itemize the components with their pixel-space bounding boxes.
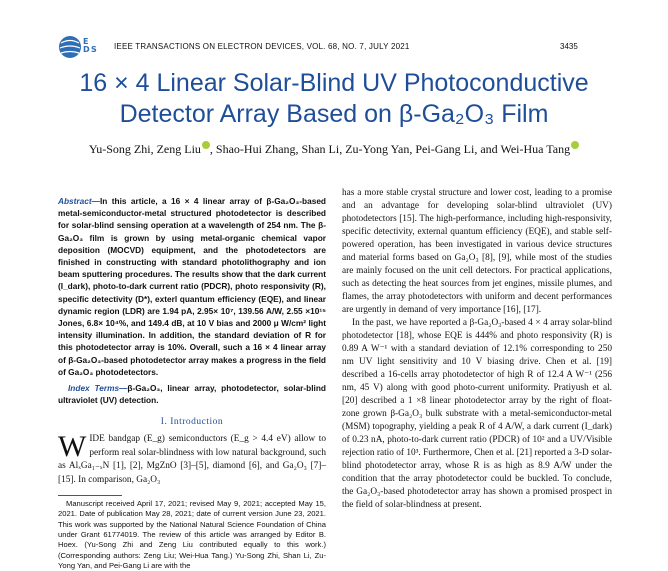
- svg-text:E: E: [83, 37, 89, 46]
- orcid-icon[interactable]: [571, 141, 579, 149]
- index-terms: [58, 382, 326, 406]
- index-terms-text: β-Ga₂O₃, linear array, photodetector, solar-blind ultraviolet (UV) detection.: [58, 383, 326, 406]
- section-heading: I. Introduction: [160, 417, 224, 428]
- footnote: Manuscript received April 17, 2021; revised May 9, 2021; accepted May 15, 2021. Date of publication May 28, 2021; date of current version June 23, 2021. This work was supported by the National Natural Science Foundation of China under Grant 61774019. The review of this article was arranged by Editor B. Hoex. (Yu-Song Zhi and Zeng Liu contributed equally to this work.) (Corresponding authors: Zeng Liu; Wei-Hua Tang.) Yu-Song Zhi, Shan Li, Zu-Yong Yan, and Pei-Gang Li are with the: [58, 499, 326, 570]
- page-header: [50, 34, 580, 62]
- footnote-rule: [58, 495, 122, 496]
- right-paragraph-2: In the past, we have reported a β-Ga₂O₃-based 4 × 4 array solar-blind photodetector [18], whose EQE is 444% and photo responsivity (R) is 0.89 A W⁻¹ with a standard deviation of 12.1% corresponding to 250 nm UV light sensitivity and 10 V biasing drive. Chen et al. [19] described a 16-cells array photodetector of high R of 12.4 A W⁻¹ (256 nm, 45 V) along with good photo-current uniformity. Pratiyush et al. [20] described a 1 ×8 linear photodetector array by the right of float-zone grown β-Ga₂O₃ bulk substrate with a metal-semiconductor-metal (MSM) topography, yielding a peak R of 4 A/W, a dark current (I_dark) of 0.23 nA, photo-to-dark current ratio (PDCR) of 10² and a UV/Visible rejection ratio of 10³. Furthermore, Chen et al. [21] reported a 3-D solar-blind photodetector array, whose R is as high as 8.9 A/W under the condition that the array photodetector could be buckled. To conclude, the Ga₂O₃-based photodetector array has shown a promised prospect in the field of solar-blindness at present.: [342, 318, 612, 510]
- authors-part-2: , Shao-Hui Zhang, Shan Li, Zu-Yong Yan, Pei-Gang Li, and Wei-Hua Tang: [209, 142, 571, 156]
- author-list: [0, 141, 668, 157]
- abstract-text: In this article, a 16 × 4 linear array of β-Ga₂O₃-based metal-semiconductor-metal structured photodetector is described for solar-blind sensing operation at a wavelength of 254 nm. The β-Ga₂O₃ film is grown by using metal-organic chemical vapor deposition (MOCVD) equipment, and the photodetectors are finished in constructing with standard photolithography and ion beam sputtering procedures. The results show that the dark current (I_dark), photo-to-dark current ratio (PDCR), photo responsivity (R), specific detectivity (D*), exterl quantum efficiency (EQE), and linear dynamic region (LDR) are 1.94 pA, 2.95× 10⁷, 139.56 A/W, 2.55 ×10¹⁵ Jones, 6.8× 10⁴%, and 149.4 dB, at 10 V bias and 2000 μ W/cm² light intensity illumination. In addition, the standard deviation of R for this photodetector array is 10%. Overall, such a 16 × 4 linear array of β-Ga₂O₃-based photodetector array makes a progress in the field of Ga₂O₃ photodetectors.: [58, 196, 326, 377]
- abstract-label: Abstract—: [58, 196, 100, 206]
- introduction-paragraph: [58, 430, 326, 487]
- svg-text:D: D: [83, 45, 90, 54]
- drop-cap: W: [58, 430, 87, 464]
- right-column: [342, 187, 612, 512]
- ieee-eds-globe-logo-icon: [50, 34, 102, 60]
- orcid-icon[interactable]: [202, 141, 210, 149]
- authors-part-1: Yu-Song Zhi, Zeng Liu: [88, 142, 201, 156]
- abstract: [58, 195, 326, 378]
- index-terms-label: Index Terms—: [68, 383, 128, 394]
- left-column: [58, 195, 326, 571]
- right-paragraph-1: has a more stable crystal structure and lower cost, leading to a promise and an advantage for developing solar-blind ultraviolet (UV) photodetectors [15]. The high-performance, including high-responsivity, specific detectivity, external quantum efficiency (EQE), and stable self-powered operation, has been investigated in various device structures and material forms based on Ga₂O₃ [8], [9], while most of the studies are mainly focused on the unit cell detectors. For practical applications, such as detecting the heat sources from jet engines, missile plumes, and flames, the array photodetectors with uniform and decent performances are urgently in demand of very importance [16], [17].: [342, 188, 612, 315]
- introduction-text: IDE bandgap (E_g) semiconductors (E_g > 4.4 eV) allow to perform real solar-blindness with low natural background, such as AlₓGa₁₋ₓN [1], [2], MgZnO [3]–[5], diamond [6], and Ga₂O₃ [7]–[15]. In comparison, Ga₂O₃: [58, 434, 326, 485]
- article-title-line-2: Detector Array Based on β-Ga₂O₃ Film: [119, 100, 549, 128]
- article-title-line-1: 16 × 4 Linear Solar-Blind UV Photoconductive: [79, 69, 589, 97]
- page-number: 3435: [560, 42, 578, 51]
- svg-text:S: S: [91, 45, 97, 54]
- journal-name: IEEE TRANSACTIONS ON ELECTRON DEVICES, VOL. 68, NO. 7, JULY 2021: [114, 42, 410, 51]
